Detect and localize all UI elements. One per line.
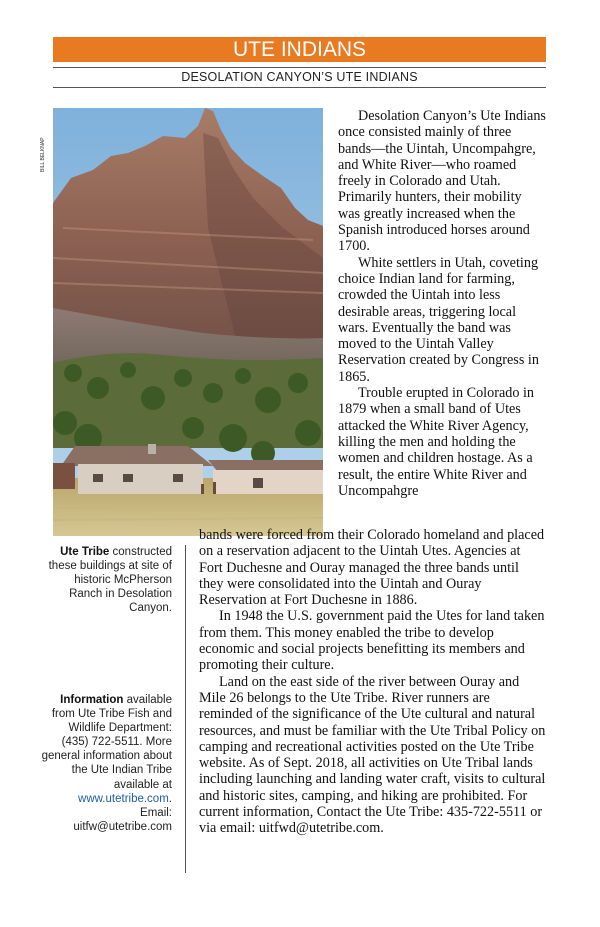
- website-link[interactable]: www.utetribe.com: [78, 792, 169, 805]
- photo-caption-text: constructed these buildings at site of historic McPherson Ranch in Desolation Canyon.: [48, 546, 172, 615]
- article-paragraph: Trouble erupted in Colorado in 1879 when a small band of Utes attacked the White River Agency, killing the men and holding the women and children hostage. As a result, the entire White River and Uncompahgre: [338, 385, 535, 499]
- info-caption-email: Email: uitfw@utetribe.com: [73, 806, 172, 833]
- page-subtitle: DESOLATION CANYON’S UTE INDIANS: [181, 70, 418, 84]
- page-title: UTE INDIANS: [232, 38, 366, 61]
- article-paragraph: White settlers in Utah, coveting choice Indian land for farming, crowded the Uintah into less desirable areas, triggering local wars. Eventually the band was moved to the Uintah Valley Reservation created by Congress in 1865.: [338, 254, 539, 385]
- info-caption-period: .: [168, 792, 172, 805]
- sidebar-divider: [185, 545, 186, 873]
- article-paragraph: Desolation Canyon’s Ute Indians once consisted mainly of three bands—the Uintah, Uncompahgre, and White River—who roamed freely in Colorado and Utah. Primarily hunters, their mobility was greatly increased when the Spanish introduced horses around 1700.: [338, 108, 546, 255]
- article-column-bottom: [199, 527, 546, 837]
- article-paragraph: In 1948 the U.S. government paid the Utes for land taken from them. This money enabled the tribe to develop economic and social projects benefitting its members and promoting their culture.: [199, 608, 545, 674]
- header-rule-top: [53, 67, 546, 68]
- photo-caption: [40, 545, 172, 615]
- info-caption-lead: Information: [60, 694, 124, 706]
- article-paragraph: Land on the east side of the river between Ouray and Mile 26 belongs to the Ute Tribe. River runners are reminded of the significance of the Ute cultural and natural resources, and must be familiar with the Ute Tribal Policy on camping and recreational activities posted on the Ute Tribe website. As of Sept. 2018, all activities on Ute Tribal lands including launching and landing water craft, visits to cultural and historic sites, camping, and hiking are prohibited. For current information, Contact the Ute Tribe: 435-722-5511 or via email: uitfwd@utetribe.com.: [199, 673, 546, 837]
- info-caption-text: available from Ute Tribe Fish and Wildlife Department: (435) 722-5511. More general information about the Ute Indian Tribe available at: [41, 694, 172, 791]
- info-caption: [40, 693, 172, 834]
- article-paragraph-continued: bands were forced from their Colorado homeland and placed on a reservation adjacent to the Uintah Utes. Agencies at Fort Duchesne and Ouray managed the three bands until they were consolidated into the Uintah and Ouray Reservation at Fort Duchesne in 1886.: [199, 527, 545, 609]
- header-rule-bottom: [53, 87, 546, 88]
- photo-caption-lead: Ute Tribe: [60, 546, 110, 558]
- page-title-banner: [53, 37, 546, 62]
- photo-credit: BILL BELKNAP: [40, 137, 46, 172]
- article-column-right: [338, 108, 546, 499]
- canyon-photo: [53, 108, 323, 536]
